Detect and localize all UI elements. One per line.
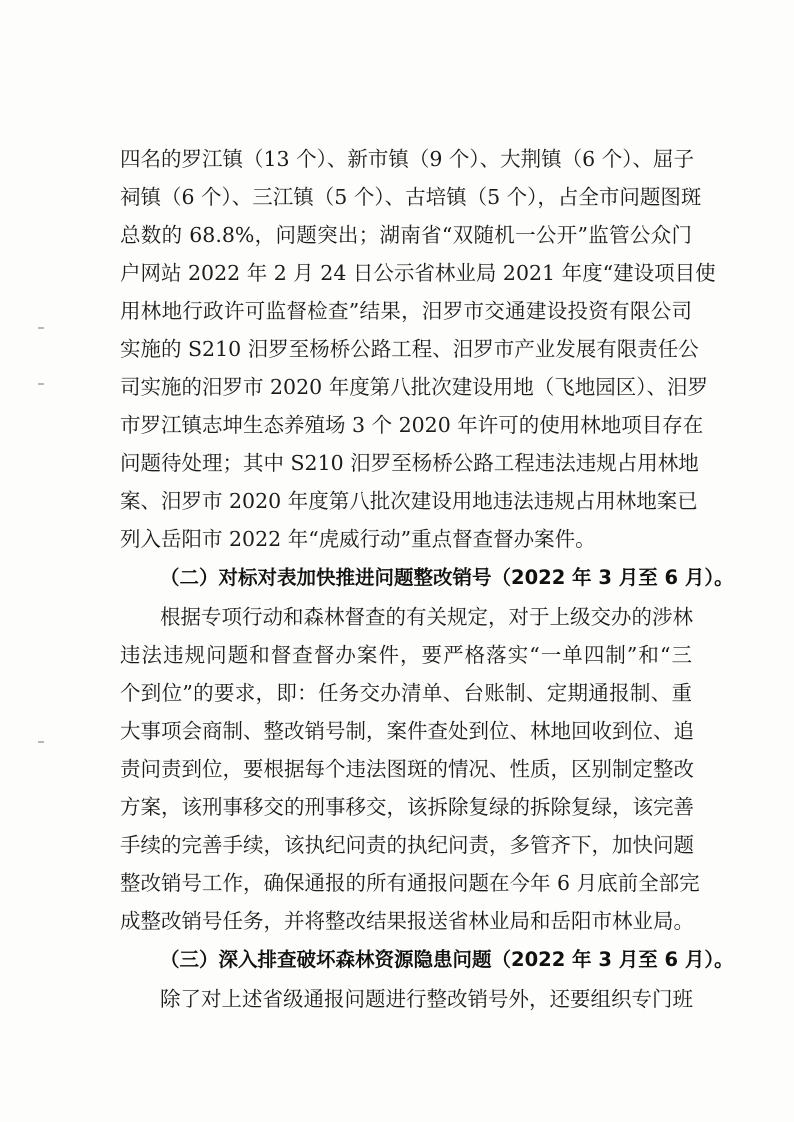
paragraph-line: 用林地行政许可监督检查”结果，汨罗市交通建设投资有限公司 — [120, 299, 692, 323]
paragraph-line: 司实施的汨罗市 2020 年度第八批次建设用地（飞地园区）、汨罗 — [120, 375, 708, 399]
paragraph-line: 大事项会商制、整改销号制，案件查处到位、林地回收到位、追 — [120, 719, 694, 743]
paragraph-line: 手续的完善手续，该执纪问责的执纪问责，多管齐下，加快问题 — [120, 833, 694, 857]
paragraph-line: 整改销号工作，确保通报的所有通报问题在今年 6 月底前全部完 — [120, 871, 700, 895]
paragraph-line: 个到位”的要求，即：任务交办清单、台账制、定期通报制、重 — [120, 681, 692, 705]
section-heading-2: （二）对标对表加快推进问题整改销号（2022 年 3 月至 6 月）。 — [160, 566, 734, 589]
paragraph-line: 根据专项行动和森林督查的有关规定，对于上级交办的涉林 — [160, 605, 693, 629]
margin-scan-mark — [38, 327, 44, 329]
section-heading-3: （三）深入排查破坏森林资源隐患问题（2022 年 3 月至 6 月）。 — [160, 948, 734, 971]
paragraph-line: 总数的 68.8%，问题突出；湖南省“双随机一公开”监管公众门 — [120, 223, 692, 247]
paragraph-line: 户网站 2022 年 2 月 24 日公示省林业局 2021 年度“建设项目使 — [120, 261, 716, 285]
margin-scan-mark — [38, 383, 44, 385]
paragraph-line: 案、汨罗市 2020 年度第八批次建设用地违法违规占用林地案已 — [120, 489, 698, 513]
paragraph-line: 违法违规问题和督查督办案件，要严格落实“一单四制”和“三 — [120, 643, 692, 667]
paragraph-line: 列入岳阳市 2022 年“虎威行动”重点督查督办案件。 — [120, 527, 596, 551]
margin-scan-mark — [38, 741, 44, 743]
paragraph-line: 除了对上述省级通报问题进行整改销号外，还要组织专门班 — [160, 987, 693, 1011]
paragraph-line: 责问责到位，要根据每个违法图斑的情况、性质，区别制定整改 — [120, 757, 694, 781]
paragraph-line: 实施的 S210 汨罗至杨桥公路工程、汨罗市产业发展有限责任公 — [120, 337, 699, 361]
paragraph-line: 祠镇（6 个）、三江镇（5 个）、古培镇（5 个），占全市问题图斑 — [120, 185, 702, 209]
paragraph-line: 问题待处理；其中 S210 汨罗至杨桥公路工程违法违规占用林地 — [120, 451, 699, 475]
paragraph-line: 市罗江镇志坤生态养殖场 3 个 2020 年许可的使用林地项目存在 — [120, 413, 704, 437]
paragraph-line: 四名的罗江镇（13 个）、新市镇（9 个）、大荆镇（6 个）、屈子 — [120, 147, 694, 171]
paragraph-line: 成整改销号任务，并将整改结果报送省林业局和岳阳市林业局。 — [120, 909, 694, 933]
paragraph-line: 方案，该刑事移交的刑事移交，该拆除复绿的拆除复绿，该完善 — [120, 795, 694, 819]
